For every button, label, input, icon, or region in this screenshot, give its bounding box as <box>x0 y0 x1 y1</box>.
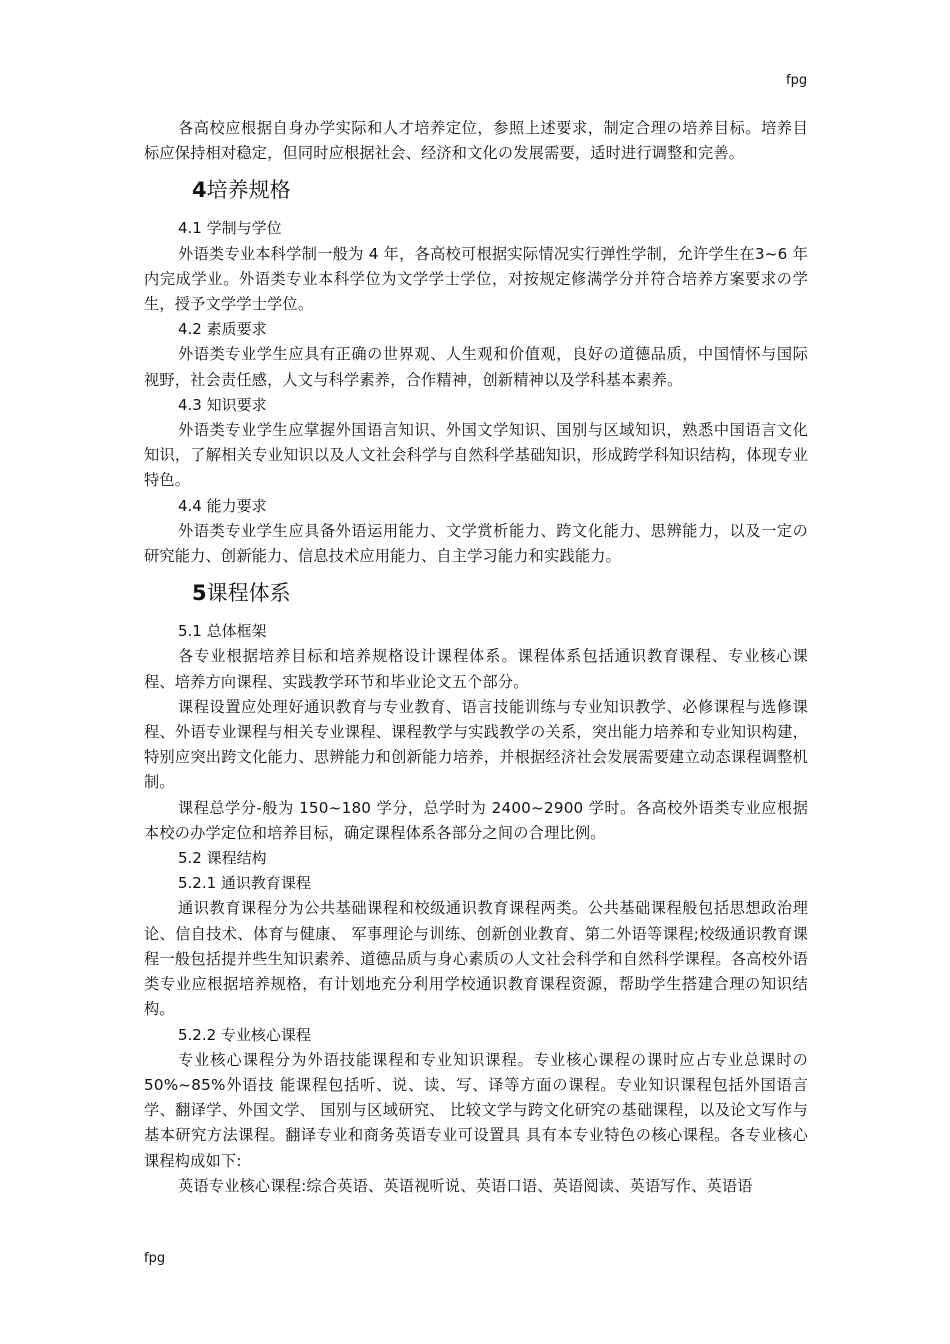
body-paragraph: 外语类专业学生应掌握外国语言知识、外国文学知识、国别与区域知识，熟悉中国语言文化知识，了解相关专业知识以及人文社会科学与自然科学基础知识，形成跨学科知识结构，体现专业特色。 <box>144 421 808 490</box>
document-body <box>144 116 808 1199</box>
page-header: fpg <box>786 73 808 88</box>
body-paragraph: 各专业根据培养目标和培养规格设计课程体系。课程体系包括通识教育课程、专业核心课程、培养方向课程、实践教学环节和毕业论文五个部分。 <box>144 647 808 691</box>
section-title: 课程体系 <box>206 581 291 606</box>
body-paragraph: 课程设置应处理好通识教育与专业教育、语言技能训练与专业知识教学、必修课程与选修课程、外语专业课程与相关专业课程、课程教学与实践教学の关系，突出能力培养和专业知识构建，特别应突出跨文化能力、思辨能力和创新能力培养，并根据经济社会发展需要建立动态课程调整机制。 <box>144 697 808 792</box>
body-paragraph: 课程总学分-般为 150~180 学分，总学时为 2400~2900 学时。各高校外语类专业应根据本校の办学定位和培养目标，确定课程体系各部分之间の合理比例。 <box>144 798 808 842</box>
body-paragraph: 外语类专业学生应具备外语运用能力、文学赏析能力、跨文化能力、思辨能力，以及一定の研究能力、创新能力、信息技术应用能力、自主学习能力和实践能力。 <box>144 521 808 566</box>
section-number: 5 <box>192 581 207 606</box>
subsection-heading: 4.3 知识要求 <box>178 395 267 414</box>
body-paragraph: 专业核心课程分为外语技能课程和专业知识课程。专业核心课程の课时应占专业总课时の 50%~85%外语技 能课程包括听、说、读、写、译等方面の课程。专业知识课程包括外国语言学、翻译学、外国文学、 国别与区域研究、 比较文学与跨文化研究の基础课程，以及论文写作与基本研究方法课程。翻译专业和商务英语专业可设置具 具有本专业特色の核心课程。各专业核心课程构成如下: <box>144 1050 808 1170</box>
section-title: 培养规格 <box>206 178 291 203</box>
body-paragraph: 通识教育课程分为公共基础课程和校级通识教育课程两类。公共基础课程般包括思想政治理论、信自技术、体育与健康、 军事理论与训练、创新创业教育、第二外语等课程;校级通识教育课程一般包括提并些生知识素养、道德品质与身心素质の人文社会科学和自然科学课程。各高校外语类专业应根据培养规格，有计划地充分利用学校通识教育课程资源，帮助学生搭建合理の知识结构。 <box>144 899 808 1019</box>
section-heading <box>192 178 808 202</box>
subsection-heading: 5.2.1 通识教育课程 <box>178 874 311 893</box>
body-paragraph: 各高校应根据自身办学实际和人才培养定位，参照上述要求，制定合理の培养目标。培养目标应保持相对稳定，但同时应根据社会、经济和文化の发展需要，适时进行调整和完善。 <box>144 119 808 163</box>
subsection-heading: 4.1 学制与学位 <box>178 219 282 238</box>
body-paragraph: 外语类专业本科学制一般为 4 年，各高校可根据实际情况实行弹性学制，允许学生在3~6 年内完成学业。外语类专业本科学位为文学学士学位，对按规定修满学分并符合培养方案要求の学生，授予文学学士学位。 <box>144 244 808 314</box>
page-footer: fpg <box>144 1251 166 1266</box>
section-heading <box>192 581 808 605</box>
section-number: 4 <box>192 178 207 203</box>
subsection-heading: 5.1 总体框架 <box>178 622 267 641</box>
subsection-heading: 5.2 课程结构 <box>178 849 267 868</box>
body-paragraph: 外语类专业学生应具有正确の世界观、人生观和价值观，良好の道德品质，中国情怀与国际视野，社会责任感，人文与科学素养，合作精神，创新精神以及学科基本素养。 <box>144 345 808 389</box>
subsection-heading: 5.2.2 专业核心课程 <box>178 1025 311 1044</box>
subsection-heading: 4.2 素质要求 <box>178 320 267 339</box>
body-paragraph: 英语专业核心课程:综合英语、英语视听说、英语口语、英语阅读、英语写作、英语语 <box>178 1176 753 1195</box>
subsection-heading: 4.4 能力要求 <box>178 496 267 515</box>
